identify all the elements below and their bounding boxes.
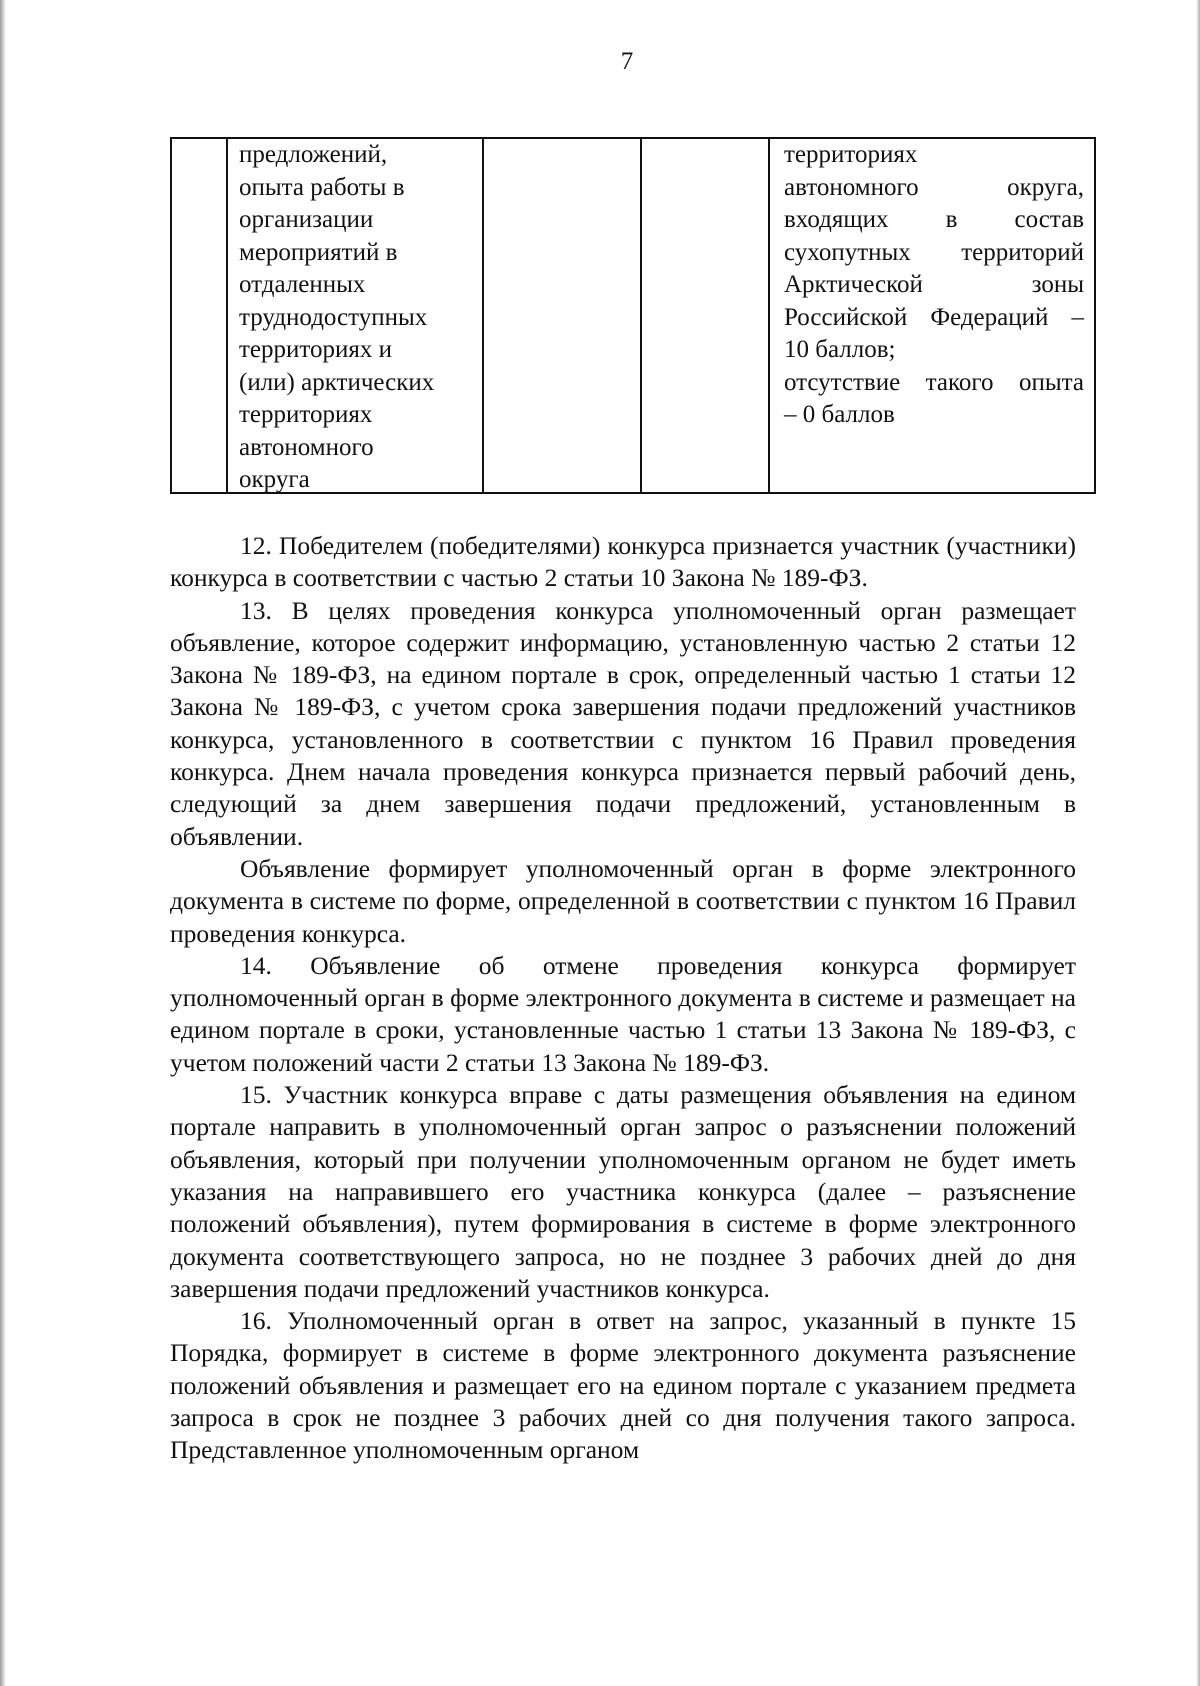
table-cell-line: труднодоступных (239, 303, 428, 331)
table-cell-line: автономного округа, (784, 173, 1084, 201)
scan-edge-right (1196, 0, 1200, 1686)
table-cell-line: отдаленных (239, 271, 366, 298)
table-cell-line: 10 баллов; (784, 336, 896, 363)
table-cell-line: автономного (239, 433, 374, 461)
table-column-divider (482, 139, 484, 492)
paragraph-15: 15. Участник конкурса вправе с даты размещения объявления на едином портале направить в уполномоченный орган запрос о разъяснении положений объявления, который при получении уполномоченным органом не будет иметь указания на направившего его участника конкурса (далее – разъяснение положений объявления), путем формирования в системе в форме электронного документа соответствующего запроса, но не позднее 3 рабочих дней до дня завершения подачи предложений участников конкурса. (170, 1080, 1076, 1303)
table-cell-line: опыта работы в (239, 173, 405, 201)
table-cell-line: Арктической зоны (784, 271, 1084, 298)
table-cell-line: (или) арктических (239, 368, 435, 396)
table-cell-line: входящих в состав (784, 206, 1084, 233)
table-cell-line: сухопутных территорий (784, 238, 1084, 266)
table-column-divider (768, 139, 770, 492)
paragraph-13: 13. В целях проведения конкурса уполномоченный орган размещает объявление, которое содержит информацию, установленную частью 2 статьи 12 Закона № 189-ФЗ, на едином портале в срок, определенный частью 1 статьи 12 Закона № 189-ФЗ, с учетом срока завершения подачи предложений участников конкурса, установленного в соответствии с пунктом 16 Правил проведения конкурса. Днем начала проведения конкурса признается первый рабочий день, следующий за днем завершения подачи предложений, установленным в объявлении. (170, 595, 1076, 851)
table-cell-line: территориях (784, 141, 918, 168)
paragraph-14: 14. Объявление об отмене проведения конкурса формирует уполномоченный орган в форме электронного документа в системе и размещает на едином портале в сроки, установленные частью 1 статьи 13 Закона № 189-ФЗ, с учетом положений части 2 статьи 13 Закона № 189-ФЗ. (170, 950, 1076, 1077)
table-cell-line: организации (239, 206, 374, 233)
table-cell-line: предложений, (239, 141, 388, 168)
table-cell-line: округа (239, 466, 310, 493)
table-cell-line: – 0 баллов (784, 401, 895, 428)
table-cell-line: территориях (239, 401, 373, 428)
table-cell-criterion (239, 139, 479, 497)
table-column-divider (640, 139, 642, 492)
table-column-divider (226, 139, 228, 492)
table-cell-line: мероприятий в (239, 238, 398, 266)
table-cell-line: отсутствие такого опыта (784, 368, 1084, 396)
table-cell-scoring (784, 139, 1084, 432)
paragraph-12: 12. Победителем (победителями) конкурса признается участник (участники) конкурса в соответствии с частью 2 статьи 10 Закона № 189-ФЗ. (170, 531, 1076, 593)
table-cell-line: Российской Федераций – (784, 303, 1084, 331)
page-number: 7 (620, 48, 634, 75)
table-cell-line: территориях и (239, 336, 393, 363)
document-body (170, 530, 1076, 1467)
criteria-table-fragment (170, 137, 1096, 494)
paragraph-16: 16. Уполномоченный орган в ответ на запрос, указанный в пункте 15 Порядка, формирует в системе в форме электронного документа разъяснение положений объявления и размещает его на едином портале с указанием предмета запроса в срок не позднее 3 рабочих дней со дня получения такого запроса. Представленное уполномоченным органом (170, 1306, 1076, 1465)
paragraph-13-announcement: Объявление формирует уполномоченный орган в форме электронного документа в системе по форме, определенной в соответствии с пунктом 16 Правил проведения конкурса. (170, 853, 1076, 948)
scan-edge-left (0, 0, 6, 1686)
